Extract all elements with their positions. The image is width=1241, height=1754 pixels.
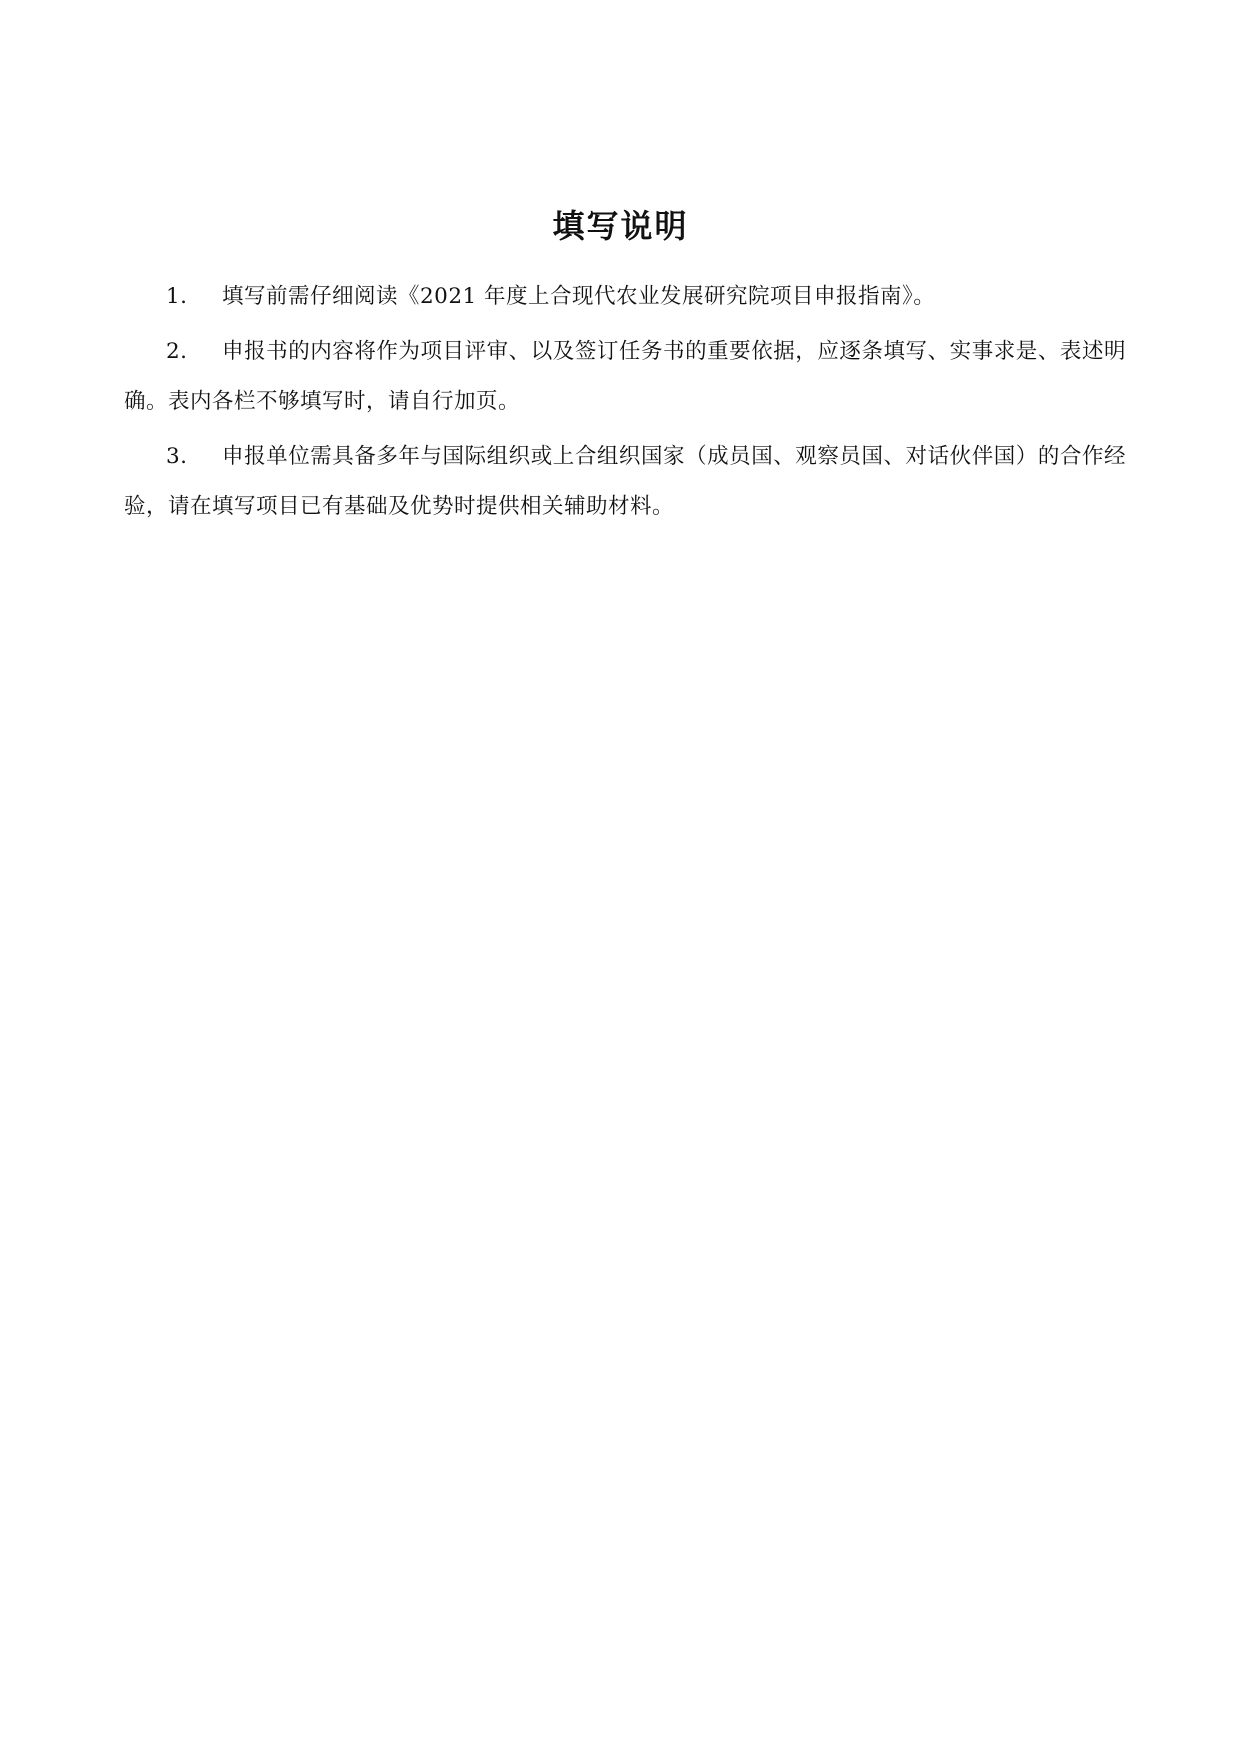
instruction-text: 申报单位需具备多年与国际组织或上合组织国家（成员国、观察员国、对话伙伴国）的合作经验，请在填写项目已有基础及优势时提供相关辅助材料。 [124,444,1126,519]
instruction-number: 2. [166,339,188,364]
instruction-item-2 [124,327,1126,427]
instruction-list [124,272,1126,537]
instruction-number: 1. [166,284,188,309]
instruction-text: 填写前需仔细阅读《2021 年度上合现代农业发展研究院项目申报指南》。 [222,284,936,309]
instruction-item-1 [124,272,1126,322]
instruction-text: 申报书的内容将作为项目评审、以及签订任务书的重要依据，应逐条填写、实事求是、表述明确。表内各栏不够填写时，请自行加页。 [124,339,1126,414]
instruction-number: 3. [166,444,188,469]
instruction-item-3 [124,432,1126,532]
page-title: 填写说明 [552,207,689,245]
